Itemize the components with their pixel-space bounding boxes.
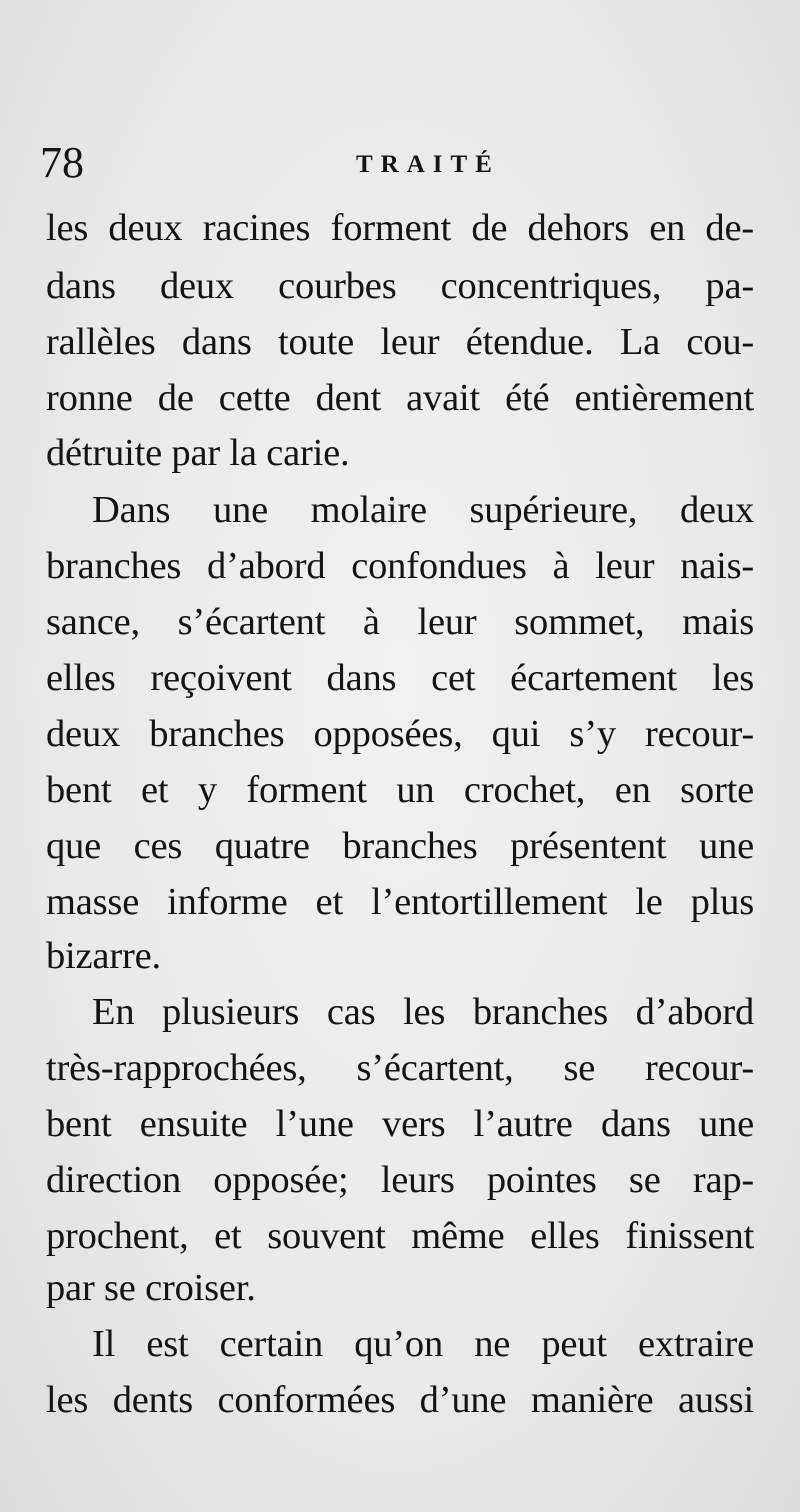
paragraph-first-line: Il est certain qu’on ne peut extraire: [92, 1323, 754, 1365]
text-line: elles reçoivent dans cet écartement les: [46, 657, 754, 699]
text-line: les dents conformées d’une manière aussi: [46, 1379, 754, 1421]
text-line: direction opposée; leurs pointes se rap-: [46, 1159, 754, 1201]
text-line: bent ensuite l’une vers l’autre dans une: [46, 1103, 754, 1145]
paragraph-first-line: En plusieurs cas les branches d’abord: [92, 991, 754, 1033]
text-line: rallèles dans toute leur étendue. La cou-: [46, 321, 754, 363]
page-number: 78: [40, 138, 84, 187]
page-header: [40, 138, 760, 188]
text-line: bizarre.: [46, 935, 161, 977]
text-line: que ces quatre branches présentent une: [46, 825, 754, 867]
text-line: sance, s’écartent à leur sommet, mais: [46, 601, 754, 643]
paragraph-first-line: Dans une molaire supérieure, deux: [92, 489, 754, 531]
text-line: prochent, et souvent même elles finissent: [46, 1215, 754, 1257]
text-line: dans deux courbes concentriques, pa-: [46, 265, 754, 307]
text-line: deux branches opposées, qui s’y recour-: [46, 713, 754, 755]
text-line: détruite par la carie.: [46, 432, 350, 474]
text-line: bent et y forment un crochet, en sorte: [46, 769, 754, 811]
running-title: TRAITÉ: [356, 151, 500, 178]
text-line: branches d’abord confondues à leur nais-: [46, 545, 754, 587]
text-line: masse informe et l’entortillement le plus: [46, 881, 754, 923]
text-line: par se croiser.: [46, 1267, 256, 1309]
text-line: ronne de cette dent avait été entièrement: [46, 377, 754, 419]
text-line: très-rapprochées, s’écartent, se recour-: [46, 1047, 754, 1089]
text-line: les deux racines forment de dehors en de-: [46, 207, 754, 249]
